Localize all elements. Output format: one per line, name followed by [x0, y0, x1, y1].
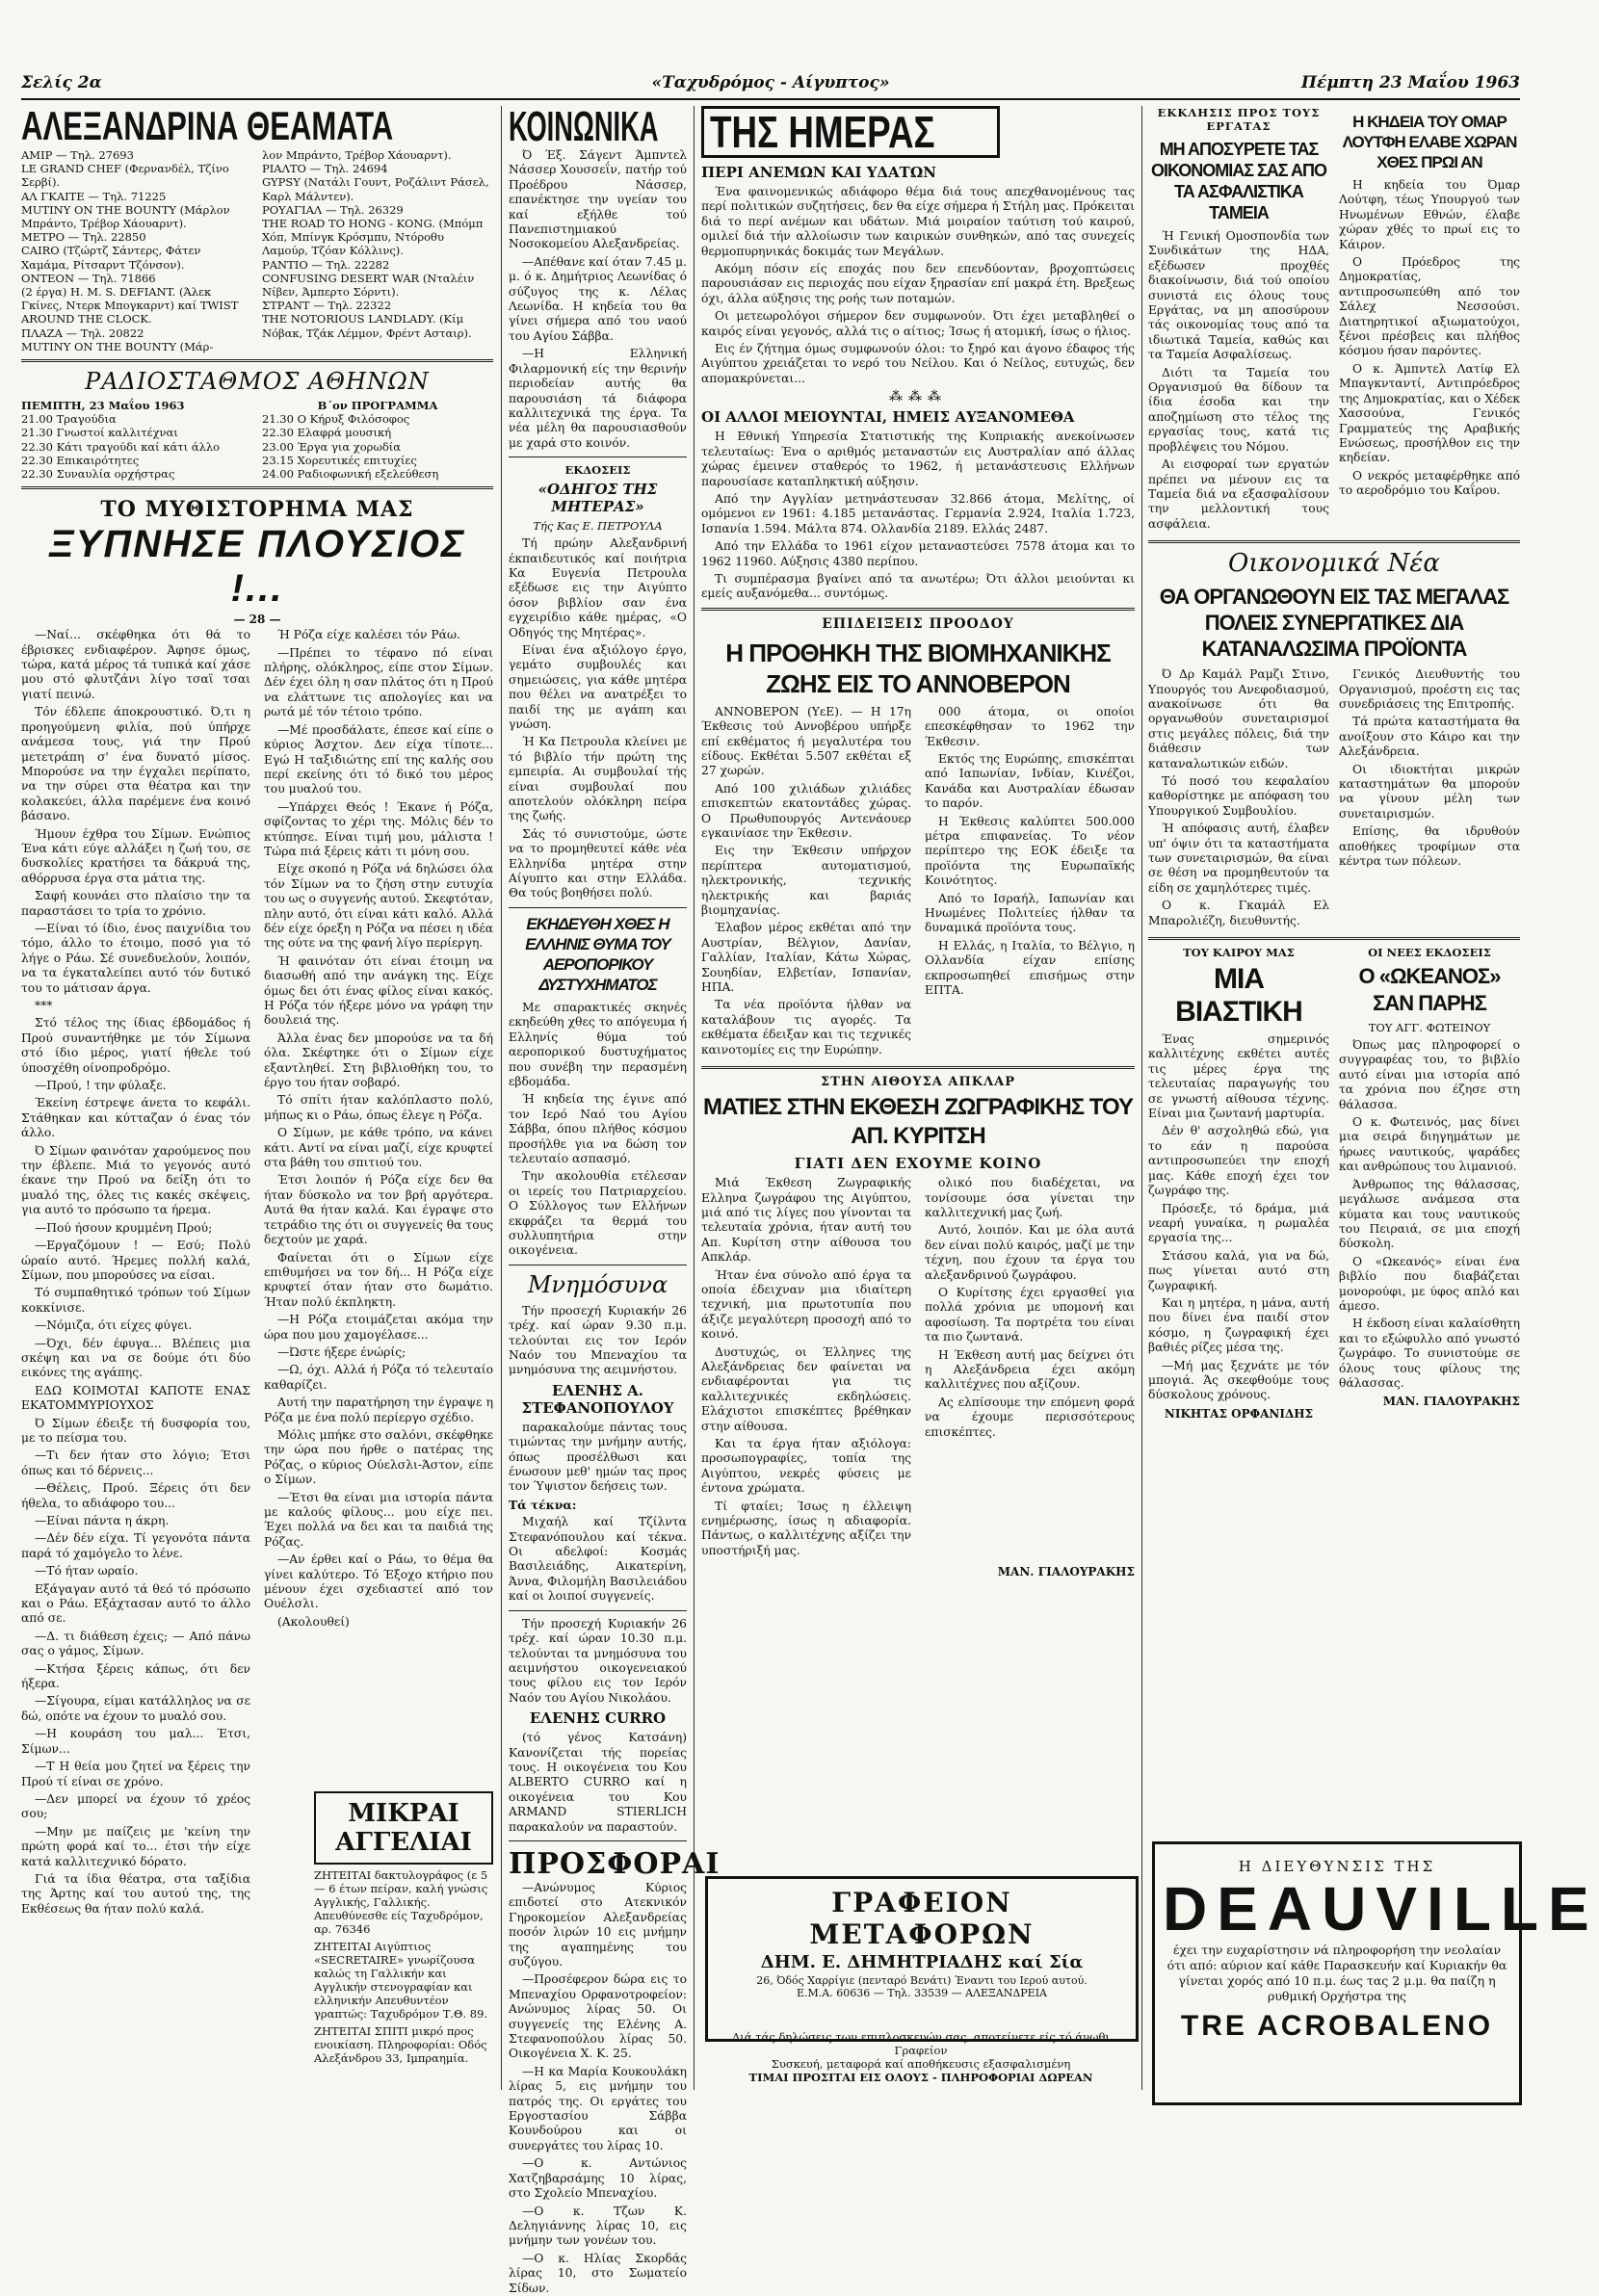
show-listing-row: CAIRO (Τζώρτζ Σάντερς, Φάτεν Χαμάμα, Ρίτσαρντ Τζόνσον).	[21, 244, 201, 272]
weather-paragraph: Πρόσεξε, τό δράμα, μιά νεαρή γυναίκα, η ρωμαλέα εργασία της...	[1148, 1201, 1329, 1245]
church-title: ΜΗ ΑΠΟΣΥΡΕΤΕ ΤΑΣ ΟΙΚΟΝΟΜΙΑΣ ΣΑΣ ΑΠΟ ΤΑ ΑΣΦΑΛΙΣΤΙΚΑ ΤΑΜΕΙΑ	[1151, 140, 1326, 222]
novel-paragraph: —Πού ήσουν κρυμμένη Πρού;	[35, 1220, 213, 1235]
novel-paragraph: Ήμουν έχθρα του Σίμων. Ενώπιος Ένα κάτι εύγε αλλάξει η ζωή του, σε δυσκολίες κρατήσει τα δάκρυά της, αθόρρυσα έργα στα μάτια της.	[21, 826, 250, 885]
gallery-paragraph: ολικό που διαδέχεται, να τονίσουμε όσα γίνεται την καλλιτεχνική μας ζωή.	[925, 1176, 1135, 1219]
novel-paragraph: Ή Ρόζα είχε καλέσει τόν Ράω.	[277, 628, 460, 642]
show-listing-row: ΑΛ ΓΚΑΙΤΕ — Τηλ. 71225	[21, 189, 167, 203]
gallery-paragraph: Και τα έργα ήταν αξιόλογα: προσωπογραφίες, τοπία της Αιγύπτου, νεκρές φύσεις με έντονα χρώματα.	[701, 1437, 911, 1496]
publication-paragraph: Ή Κα Πετρουλα κλείνει με τό βιβλίο τήν πρώτη της εμπειρία. Αι συμβουλαί τής είναι συμβουλαί που αποτελούν ολόκληρη πείρα της ζωής.	[509, 735, 687, 823]
show-listing-row: THE NOTORIOUS LANDLADY. (Κίμ Νόβακ, Τζάκ Λέμμον, Φρέντ Ασταιρ).	[262, 312, 472, 340]
radio-schedule	[21, 399, 493, 481]
population-title: ΟΙ ΑΛΛΟΙ ΜΕΙΟΥΝΤΑΙ, ΗΜΕΙΣ ΑΥΞΑΝΟΜΕΘΑ	[701, 408, 1075, 427]
social-title: ΚΟΙΝΩΝΙΚΑ	[509, 103, 659, 150]
show-listing-row: ΣΤΡΑΝΤ — Τηλ. 22322	[262, 299, 392, 313]
progress-right-column	[925, 705, 1135, 1060]
weather-signature: ΝΙΚΗΤΑΣ ΟΡΦΑΝΙΔΗΣ	[1164, 1406, 1314, 1421]
economy-paragraph: Τό ποσό του κεφαλαίου καθορίστηκε με απόφαση του Υπουργικού Συμβουλίου.	[1148, 773, 1329, 818]
novel-paragraph: Ό Σίμων φαινόταν χαρούμενος που την έβλεπε. Μιά το γεγονός αυτό έκανε την Πρού να δείξη ότι το μυαλό της, όλες τις κακές σκέψεις, για αυτό το πρόσωπο τα ήρεμα.	[21, 1143, 250, 1217]
social-item: —Η Ελληνική Φιλαρμονική είς την θερινήν περιοδείαν αυτής θα παρουσιάση τά διάφορα καλλιτεχνικά της έργα. Τα νέα μέλη θα παρουσιασθούν με χαρά στο κοινόν.	[509, 347, 687, 450]
advert-text-2: Συσκευή, μεταφορά καί αποθήκευσις εξασφαλισμένη	[771, 2057, 1071, 2071]
memorial-text: παρακαλούμε πάντας τους τιμώντας την μνήμην αυτής, όπως προσέλθωσι και ένωσουν μεθ' ημών τας προς τον Ύψιστον δεήσεις των.	[509, 1420, 687, 1494]
shows-title: ΑΛΕΞΑΝΔΡΙΝΑ ΘΕΑΜΑΤΑ	[21, 103, 394, 148]
divider	[701, 608, 1135, 611]
church-paragraph: Ή Γενική Ομοσπονδία των Συνδικάτων της ΗΔΑ, εξέδωσεν προχθές διακοίνωσιν, διά τού οποίου συνιστά εις όλους τους Εργάτας, να μη αποσύρουν τάς οικονομίας τους από τα ιδιωτικά Ταμεία, καθώς και τα Ταμεία Ασφαλίσεως.	[1148, 229, 1329, 362]
progress-paragraph: ΑΝΝΟΒΕΡΟΝ (ΥεΕ). — Η 17η Έκθεσις τού Αννοβέρου υπήρξε επί εκθέματος ή μεγαλυτέρα του είδους. Εκθέται 5.507 εκθέται εξ 27 χωρών.	[701, 704, 911, 778]
novel-paragraph: Έτσι λοιπόν ή Ρόζα είχε δεν θα ήταν δύσκολο να τον βρή αργότερα. Αυτά θα ήταν καλά. Και έγραψε στο τετράδιο της ότι οι συγγενείς θα τους δεχτούν με χαρά.	[264, 1173, 493, 1247]
book-article	[1339, 946, 1520, 1424]
divider	[1148, 540, 1520, 543]
novel-paragraph: ***	[35, 999, 53, 1013]
winds-paragraph: Ένα φαινομενικώς αδιάφορο θέμα διά τους απεχθανομένους τας περί πολιτικών συζητήσεις, δεν θα είχε σήμερα ή Στήλη μας. Πρόκειται διά το περί ανέμων και υδάτων. Μιά μοιραίον ταύτιση τού καιρού, ομιλεί διά τήν αλλοίωσιν των καιρικών συνθηκών, από τας συνεχείς θερμοπυρηνικάς δοκιμάς των Μεγάλων.	[701, 185, 1135, 258]
novel-paragraph: Ή φαινόταν ότι είναι έτοιμη να διασωθή από την ανάγκη της. Είχε όμως δει ότι ένας φίλος είναι κακός. Η Ρόζα τόν ήξερε μόνο να γράφη την δουλειά της.	[264, 953, 493, 1028]
economy-paragraph: Ό Δρ Καμάλ Ραμζι Στινο, Υπουργός του Ανεφοδιασμού, ανακοίνωσε ότι θα οργανωθούν συνεταιρισμοί στις μεγάλες πόλεις, διά την διάθεσιν των καταναλωτικών ειδών.	[1148, 667, 1329, 770]
novel-paragraph: Τό σπίτι ήταν καλόπλαστο πολύ, μήπως κι ο Ράω, όπως έλεγε η Ρόζα.	[264, 1093, 493, 1122]
social-item: —Απέθανε καί όταν 7.45 μ. μ. ό κ. Δημήτριος Λεωνίδας ό σύζυγος της κ. Λέλας Λεωνίδα. Η κηδεία του θα γίνει σήμερα από του ναού του Αγίου Σάββα.	[509, 254, 687, 343]
classifieds-title: ΜΙΚΡΑΙ ΑΓΓΕΛΙΑΙ	[314, 1791, 493, 1865]
memorial-family-label: Τά τέκνα:	[509, 1497, 577, 1512]
funeral-title: ΕΚΗΔΕΥΘΗ ΧΘΕΣ Η ΕΛΛΗΝΙΣ ΘΥΜΑ ΤΟΥ ΑΕΡΟΠΟΡΙΚΟΥ ΔΥΣΤΥΧΗΜΑΤΟΣ	[525, 914, 670, 994]
novel-paragraph: —Δ. τι διάθεση έχεις; — Από πάνω σας ο γάμος, Σίμων.	[21, 1629, 250, 1658]
top-news-row	[1148, 106, 1520, 535]
funeral-paragraph: Ο Πρόεδρος της Δημοκρατίας, αντιπροσωπεύθη από τον Σάλεχ Νεσσούσι. Διατηρητικοί αξιωματούχοι, ξένοι πρέσβεις και πλήθος κόσμου ήσαν παρόντες.	[1339, 255, 1520, 358]
deauville-advert	[1152, 1841, 1599, 2105]
memorial2-body: Τήν προσεχή Κυριακήν 26 τρέχ. καί ώραν 10.30 π.μ. τελούνται τα μνημόσυνα του αειμνήστου οικογενειακού τους φίλου εις τον Ιερόν Ναόν του Αγίου Νικολάου.	[509, 1616, 687, 1705]
offer-item: —Ο κ. Τζων Κ. Δεληγιάννης λίρας 10, εις μνήμην των γονέων του.	[509, 2204, 687, 2248]
gallery-paragraph: Αυτό, λοιπόν. Και με όλα αυτά δεν είναι πολύ καιρός, μαζί με την τέχνη, που έχουν τα έργα του αλεξανδρινού ζωγράφου.	[925, 1223, 1135, 1282]
transport-advert	[705, 1876, 1139, 2042]
population-paragraph: Τι συμπέρασμα βγαίνει από τα ανωτέρω; Ότι άλλοι μειούνται κι εμείς αυξανόμεθα... συντόμως.	[701, 571, 1135, 601]
show-listing-row: ΠΛΑΖΑ — Τηλ. 20822	[21, 326, 144, 340]
winds-body	[701, 185, 1135, 386]
book-paragraph: Άνθρωπος της θάλασσας, μεγάλωσε ανάμεσα στα κύματα και τους ναυτικούς του Πειραιά, σε μια εποχή δύσκολη.	[1339, 1177, 1520, 1251]
advert-company: ΔΗΜ. Ε. ΔΗΜΗΤΡΙΑΔΗΣ καί Σία	[760, 1952, 1084, 1972]
show-listing-row: LE GRAND CHEF (Φερνανδέλ, Τζίνο Σερβί).	[21, 162, 229, 190]
page-number: Σελίς 2α	[21, 73, 102, 92]
novel-paragraph: —Αν έρθει καί ο Ράω, το θέμα θα γίνει καλύτερο. Τό Έξοχο κτήριο που μένουν έχει σχεδιαστεί από τον Ουέλσλι.	[264, 1552, 493, 1611]
funeral-paragraph: Ή κηδεία της έγινε από τον Ιερό Ναό του Αγίου Σάββα, όπου πλήθος κόσμου προσήλθε για να δώση τον τελευταίο ασπασμό.	[509, 1092, 687, 1165]
memorial2-text: (τό γένος Κατσάνη) Κανονίζεται τής πορείας τους. Η οικογένεια του Κου ALBERTO CURRO καί η οικογένεια του Κου ARMAND STIERLICH παρακαλούν να παραστούν.	[509, 1731, 687, 1834]
novel-paragraph: Αυτή την παρατήρηση την έγραψε η Ρόζα με ένα πολύ περίεργο σχέδιο.	[264, 1396, 493, 1424]
gallery-paragraph: Η Έκθεση αυτή μας δείχνει ότι η Αλεξάνδρεια έχει ακόμη καλλιτέχνες που αξίζουν.	[925, 1347, 1135, 1392]
gallery-paragraph: Ο Κυρίτσης έχει εργασθεί για πολλά χρόνια με υπομονή και αφοσίωση. Τα πορτρέτα του είναι τα πιο ζωντανά.	[925, 1285, 1135, 1344]
novel-title: ΞΥΠΝΗΣΕ ΠΛΟΥΣΙΟΣ !...	[48, 523, 466, 611]
novel-paragraph: —Πρέπει το τέφανο πό είναι πλήρης, ολόκληρος, είπε στον Σίμων. Δέν έχει όλη η σαν πλάτος ότι η Πρού να ελάττωνε τις απολογίες και να ρωτά μέ τόν τέτοιο τρόπο.	[264, 645, 493, 719]
novel-paragraph: —Κτήσα ξέρεις κάπως, ότι δεν ήξερα.	[21, 1661, 250, 1691]
gallery-title: ΜΑΤΙΕΣ ΣΤΗΝ ΕΚΘΕΣΗ ΖΩΓΡΑΦΙΚΗΣ ΤΟΥ ΑΠ. ΚΥΡΙΤΣΗ	[702, 1094, 1134, 1150]
economy-paragraph: Οι ιδιοκτήται μικρών καταστημάτων θα μπορούν να γίνουν μέλη των συνεταιρισμών.	[1339, 762, 1520, 821]
book-paragraph: Ο «Ωκεανός» είναι ένα βιβλίο που διαβάζεται μονορούφι, με ύφος απλό και άμεσο.	[1339, 1254, 1520, 1313]
progress-paragraph: Εις την Έκθεσιν υπήρχον περίπτερα αυτοματισμού, ηλεκτρονικής, τεχνικής ηλεκτρικής και βαριάς βιομηχανίας.	[701, 844, 911, 918]
divider	[1148, 937, 1520, 940]
winds-paragraph: Ακόμη πόσιν είς εποχάς που δεν επενδύονταν, βροχοπτώσεις παρουσιάσαν εις περιοχάς που είχαν ξηρασίαν επί μακρά έτη. Βρεξεως όχι, άλλα αύξησις της ροής των ποταμών.	[701, 262, 1135, 305]
weather-article	[1148, 946, 1329, 1424]
economy-paragraph: Επίσης, θα ιδρυθούν αποθήκες τροφίμων στα κέντρα των πόλεων.	[1339, 824, 1520, 868]
classified-ad: ΖΗΤΕΙΤΑΙ Αιγύπτιος «SECRETAIRE» γνωρίζουσα καλώς τη Γαλλικήν και Αγγλικήν στενογραφίαν και ελληνικήν Απευθυντέον γραπτώς: Ταχυδρόμον Τ.Θ. 89.	[314, 1940, 488, 2021]
novel-paragraph: —Ναί... σκέφθηκα ότι θά το έβρισκες ενδιαφέρον. Άφησε όμως, τώρα, κατά μέρος τά τυπικά καί χάσε μου στό φλυτζάνι λίγο τσαϊ τσαι γιατί πεινώ.	[21, 628, 250, 701]
gallery-paragraph: Δυστυχώς, οι Έλληνες της Αλεξάνδρειας δεν φαίνεται να ενδιαφέρονται για τις καλλιτεχνικές εκδηλώσεις. Ελάχιστοι επισκέπτες βρέθηκαν στην αίθουσα.	[701, 1344, 911, 1433]
book-paragraph: Ο κ. Φωτεινός, μας δίνει μια σειρά διηγημάτων με ήρωες ναυτικούς, ψαράδες και ανθρώπους του λιμανιού.	[1339, 1115, 1520, 1174]
column-rule	[1141, 106, 1142, 2090]
divider	[701, 1066, 1135, 1069]
classifieds-box	[314, 1791, 493, 1865]
radio-right	[262, 399, 493, 481]
progress-title: Η ΠΡΟΘΗΚΗ ΤΗΣ ΒΙΟΜΗΧΑΝΙΚΗΣ ΖΩΗΣ ΕΙΣ ΤΟ ΑΝΝΟΒΕΡΟΝ	[725, 638, 1111, 698]
weather-paragraph: Ένας σημερινός καλλιτέχνης εκθέτει αυτές τις μέρες έργα της τελευταίας παραγωγής του σε γνωστή αίθουσα τέχνης. Είναι μια ζωντανή μαρτυρία.	[1148, 1032, 1329, 1121]
social-item: Ό Έξ. Σάγεντ Άμπντελ Νάσσερ Χουσσεΐν, πατήρ τού Προέδρου Νάσσερ, επανέκτησε την υγείαν του καί εξήλθε τού Πανεπιστημιακού Νοσοκομείου Αλεξανδρείας.	[509, 148, 687, 251]
bottom-articles-row	[1148, 946, 1520, 1424]
publication-body	[509, 536, 687, 901]
publication-paragraph: Είναι ένα αξιόλογο έργο, γεμάτο συμβουλές και σημειώσεις, για κάθε μητέρα που θέλει να ανατρέξει το παιδί της με αγάπη και γνώση.	[509, 642, 687, 731]
separator-stars: ⁂⁂⁂	[889, 389, 947, 405]
memorial-name: ΕΛΕΝΗΣ Α. ΣΤΕΦΑΝΟΠΟΥΛΟΥ	[521, 1381, 674, 1417]
weather-kicker: ΤΟΥ ΚΑΙΡΟΥ ΜΑΣ	[1183, 946, 1295, 960]
funeral-paragraph: Ο νεκρός μεταφέρθηκε από το αεροδρόμιο του Καΐρου.	[1339, 468, 1520, 498]
novel-paragraph: Ο Σίμων, με κάθε τρόπο, να κάνει κάτι. Αντί να είναι μαζί, είχε κρυφτεί στα βάθη του σπιτιού του.	[264, 1126, 493, 1170]
radio-program-row: 22.30 Συναυλία ορχήστρας	[21, 467, 175, 482]
novel-paragraph: —Ω, όχι. Αλλά ή Ρόζα τό τελευταίο καθαρίζει.	[264, 1363, 493, 1392]
column-rule	[501, 106, 502, 2090]
novel-paragraph: —Νόμιζα, ότι είχες φύγει.	[35, 1318, 193, 1333]
todays-title-box	[701, 106, 1000, 158]
economy-paragraph: Ο κ. Γκαμάλ Ελ Μπαρολιέζη, διευθυντής.	[1148, 899, 1329, 927]
funeral-title-2: Η ΚΗΔΕΙΑ ΤΟΥ ΟΜΑΡ ΛΟΥΤΦΗ ΕΛΑΒΕ ΧΩΡΑΝ ΧΘΕΣ ΠΡΩΙ ΑΝ	[1342, 113, 1517, 171]
gallery-paragraph: Τί φταίει; Ίσως η έλλειψη ενημέρωσης, ίσως η αδιαφορία. Πάντως, ο καλλιτέχνης αξίζει την υποστήριξή μας.	[701, 1499, 911, 1557]
economy-kicker: Οικονομικά Νέα	[1228, 549, 1440, 579]
deauville-pretitle: Η ΔΙΕΥΘΥΝΣΙΣ ΤΗΣ	[1238, 1858, 1436, 1875]
gallery-kicker: ΣΤΗΝ ΑΙΘΟΥΣΑ ΑΠΚΛΑΡ	[820, 1075, 1016, 1090]
show-listing-row: GYPSY (Νατάλι Γουντ, Ροζάλιντ Ράσελ, Καρλ Μάλντεν).	[262, 175, 489, 203]
novel-left-column	[21, 628, 250, 1919]
advert-address: 26, Όδός Χαρρίγιε (πενταρό Βενάτι) Έναντι του Ιερού αυτού.	[756, 1974, 1088, 1987]
novel-number: — 28 —	[233, 613, 281, 627]
funeral-paragraph: Ο κ. Άμπντελ Λατίφ Ελ Μπαγκνταντί, Αντιπρόεδρος της Δημοκρατίας, και ο Χέδεκ Χασσούνα, Γενικός Γραμματεύς της Αραβικής Ενώσεως, προσήλθον εις την κηδείαν.	[1339, 361, 1520, 465]
offer-item: —Ο κ. Ηλίας Σκορδάς λίρας 10, στο Σωματείο Σίδων.	[509, 2251, 687, 2295]
novel-paragraph: Εξάγαγαν αυτό τά θεό τό πρόσωπο και ο Ράω. Εξάχτασαν αυτό το άλλο από σε.	[21, 1581, 250, 1626]
novel-paragraph: —Εργαζόμουν ! — Εσύ; Πολύ ώραίο αυτό. Ήρεμες πολλή καλά, Σίμων, που μπορούσες να είσαι.	[21, 1239, 250, 1282]
weather-title: ΜΙΑ ΒΙΑΣΤΙΚΗ	[1175, 963, 1302, 1029]
advert-title: ΓΡΑΦΕΙΟΝ ΜΕΤΑΦΟΡΩΝ	[809, 1887, 1035, 1950]
radio-program-row: 21.30 Ο Κήρυξ Φιλόσοφος	[262, 412, 410, 427]
novel-paragraph: —Τι δεν ήταν στο λόγιο; Έτσι όπως και τό δέρνεις...	[21, 1448, 250, 1477]
population-body	[701, 430, 1135, 601]
progress-paragraph: Τα νέα προϊόντα ήλθαν να καταλάβουν τις αγορές. Τα εκθέματα έδειξαν και τις τεχνικές καινοτομίες εις την Ευρώπην.	[701, 998, 911, 1057]
column-rule	[694, 106, 695, 2090]
classified-ad: ΖΗΤΕΙΤΑΙ δακτυλογράφος (ε 5 — 6 έτων πείραν, καλή γνώσις Αγγλικής, Γαλλικής. Απευθύνεσθε είς Ταχυδρόμον, αρ. 76346	[314, 1868, 488, 1936]
novel-paragraph: Γιά τα ίδια θέατρα, στα ταξίδια της Άρτης καί του αυτού της, της Εκθέσεως θα ήταν πολύ καλά.	[21, 1871, 250, 1916]
book-paragraph: Όπως μας πληροφορεί ο συγγραφέας του, το βιβλίο αυτό είναι μια ιστορία από τα χρόνια που έζησε στη θάλασσα.	[1339, 1038, 1520, 1111]
funeral-paragraph: Με σπαρακτικές σκηνές εκηδεύθη χθες το απόγευμα ή Ελληνίς θύμα τού αεροπορικού δυστυχήματος που συνέβη την περασμένη εβδομάδα.	[509, 1000, 687, 1088]
radio-program-row: 24.00 Ραδιοφωνική εξελεύθεση	[262, 467, 439, 482]
population-paragraph: Από την Αγγλίαν μετηνάστευσαν 32.866 άτομα, Μελίτης, οί ομόμενοι εν 1961: 4.185 μετανάστας. Γερμανία 2.924, Ιταλία 1.723, Ισπανία 1.594. Μάλτα 874. Ολλανδία 2189. Ελλάς 2487.	[701, 491, 1135, 535]
gallery-left-column	[701, 1176, 911, 1561]
progress-kicker: ΕΠΙΔΕΙΞΕΙΣ ΠΡΟΟΔΟΥ	[822, 615, 1014, 632]
advert-text-3: ΤΙΜΑΙ ΠΡΟΣΙΤΑΙ ΕΙΣ ΟΛΟΥΣ - ΠΛΗΡΟΦΟΡΙΑΙ ΔΩΡΕΑΝ	[748, 2071, 1093, 2084]
novel-paragraph: Άλλα ένας δεν μπορούσε να τα δή όλα. Σκέφτηκε ότι ο Σίμων είχε εξαντληθεί. Στη βιβλιοθήκη του, το έργο του ήταν σοβαρό.	[264, 1031, 493, 1090]
novel-paragraph: —Τ Η θεία μου ζητεί να ξέρεις την Πρού τί είναι σε χρόνο.	[21, 1760, 250, 1788]
weather-paragraph: Στάσου καλά, για να δώ, πως γίνεται αυτό στη ζωγραφική.	[1148, 1248, 1329, 1292]
funeral-paragraph: Την ακολουθία ετέλεσαν οι ιερείς του Πατριαρχείου. Ο Σύλλογος των Ελλήνων εκφράζει τα θερμά του συλλυπητήρια στην οικογένεια.	[509, 1169, 687, 1258]
memorial-family: Μιχαήλ καί Τζίλντα Στεφανόπουλου καί τέκνα. Οι αδελφοί: Κοσμάς Βασιλειάδης, Αικατερίνη, Άννα, Φιλομήλη Βασιλειάδου καί οι λοιποί συγγενείς.	[509, 1515, 687, 1604]
radio-date: ΠΕΜΠΤΗ, 23 Μαΐου 1963	[21, 399, 185, 413]
progress-paragraph: Η Έκθεσις καλύπτει 500.000 μέτρα επιφανείας. Το νέον περίπτερο της ΕΟΚ έδειξε τα προϊόντα της Ευρωπαϊκής Κοινότητος.	[925, 814, 1135, 888]
book-kicker: ΟΙ ΝΕΕΣ ΕΚΔΟΣΕΙΣ	[1368, 946, 1491, 960]
show-listing-row: ΡΟΥΑΓΙΑΛ — Τηλ. 26329	[262, 202, 404, 217]
novel-paragraph: Ό Σίμων έδειξε τή δυσφορία του, με το πείσμα του.	[21, 1416, 250, 1445]
novel-paragraph: —Είναι τό ίδιο, ένος παιχνίδια του τόμο, άλλο το έτοιμο, ποσό για τό λήγε ο Ράω. Σέ συνεδυελούν, λοιπόν, να τα έγκαταλείπει αυτό τόν δυτικό του το μάτισαν άργα.	[21, 921, 250, 995]
issue-date: Πέμπτη 23 Μαΐου 1963	[1300, 73, 1520, 92]
weather-paragraph: Και η μητέρα, η μάνα, αυτή που δίνει ένα παιδί στον κόσμο, η ζωγραφική έχει βαθιές ρίζες μέσα της.	[1148, 1295, 1329, 1355]
divider	[509, 1840, 687, 1841]
novel-paragraph: —Ώστε ήξερε ένώρίς;	[277, 1344, 406, 1359]
population-paragraph: Από την Ελλάδα το 1961 είχον μεταναστεύσει 7578 άτομα και το 1962 11960. Αύξησις 4380 περίπου.	[701, 539, 1135, 568]
column-4	[1148, 106, 1599, 2109]
weather-paragraph: —Μή μας ξεχνάτε με τόν μπογιά. Άς σκεφθούμε τους δύσκολους χρόνους.	[1148, 1358, 1329, 1402]
novel-kicker: ΤΟ ΜΥΘΙΣΤΟΡΗΜΑ ΜΑΣ	[100, 497, 414, 523]
show-listing-row: (2 έργα) Η. Μ. S. DEFIANT. (Άλεκ Γκίνες, Ντερκ Μπογκαρντ) καί TWIST AROUND THE CLOCK.	[21, 285, 239, 326]
shows-left-list	[21, 148, 252, 353]
divider	[21, 359, 493, 362]
winds-title: ΠΕΡΙ ΑΝΕΜΩΝ ΚΑΙ ΥΔΑΤΩΝ	[701, 164, 936, 181]
novel-paragraph: —Η κουράση του μαλ... Έτσι, Σίμων...	[21, 1727, 250, 1756]
memorial-body: Τήν προσεχή Κυριακήν 26 τρέχ. καί ώραν 9.30 π.μ. τελούνται εις τον Ιερόν Ναόν του Μπεναχίου τα μνημόσυνα της αειμνήστου.	[509, 1303, 687, 1377]
gallery-subtitle: ΓΙΑΤΙ ΔΕΝ ΕΧΟΥΜΕ ΚΟΙΝΟ	[794, 1155, 1042, 1173]
book-paragraph: Η έκδοση είναι καλαίσθητη και το εξώφυλλο από γνωστό ζωγράφο. Το συνιστούμε σε όλους τους φίλους της θάλασσας.	[1339, 1317, 1520, 1390]
novel-paragraph: Στό τέλος της ίδιας έβδομάδος ή Πρού συναντήθηκε με τόν Σίμωνα στό ίδιο μέρος, γιατί ήθελε τού ύποσχέθη οίνοπροδρόμο.	[21, 1016, 250, 1075]
show-listing-row: THE ROAD TO HONG - KONG. (Μπόμπ Χόπ, Μπίνγκ Κρόσμπυ, Ντόροθυ Λαμούρ, Τζόαν Κόλλινς).	[262, 217, 484, 258]
novel-paragraph: —Έτσι θα είναι μια ιστορία πάντα με καλούς φίλους... μου είχε πει. Έχει πολλά να δει και τα παιδιά της Ρόζας.	[264, 1490, 493, 1549]
winds-paragraph: Οι μετεωρολόγοι σήμερον δεν συμφωνούν. Ότι έχει μεταβληθεί ο καιρός είναι γεγονός, αλλά τις ο αίτιος; Ίσως ή ατομική, ίσως ο ήλιος.	[701, 309, 1135, 338]
novel-paragraph: —Είναι πάντα η άκρη.	[35, 1514, 170, 1528]
offer-item: —Η κα Μαρία Κουκουλάκη λίρας 5, εις μνήμην του πατρός της. Οι εργάτες του Εργοστασίου Σάββα Κουνδούρου και οι συνεργάτες του λίρας 10.	[509, 2064, 687, 2152]
novel-paragraph: —Μην με παίζεις με 'κείνη την πρώτη φορά καί το... έτσι τήν είχε κατά καλλιτεχνικό δόρατο.	[21, 1824, 250, 1868]
radio-left	[21, 399, 252, 481]
gallery-paragraph: Ας ελπίσουμε την επόμενη φορά να έχουμε περισσότερους επισκέπτες.	[925, 1395, 1135, 1439]
population-paragraph: Η Εθνική Υπηρεσία Στατιστικής της Κυπριακής ανεκοίνωσεν τελευταίως: Ένα ο αριθμός μεταναστών εις Αυστραλίαν από άλλας χώρας έμεινεν σταθερός το 1962, ή μετανάστευσις Ελλήνων παρουσίασε καταπληκτική αύξησιν.	[701, 430, 1135, 488]
gallery-body	[701, 1176, 1135, 1561]
column-3	[701, 106, 1135, 2109]
progress-paragraph: Εκτός της Ευρώπης, επισκέπται από Ιαπωνίαν, Ινδίαν, Κινέζοι, Κανάδα και Αυστραλίαν έδωσαν το παρόν.	[925, 751, 1135, 811]
advert-text-1: Διά τάς δηλώσεις των επιπλοσκευών σας, αποτείνετε είς τό άνωθι Γραφείον	[732, 2030, 1110, 2057]
column-2	[509, 103, 721, 2295]
progress-left-column	[701, 705, 911, 1060]
publication-paragraph: Σάς τό συνιστούμε, ώστε να το προμηθευτεί κάθε νέα Ελληνίδα μητέρα στην Αίγυπτο και στην Ελλάδα. Θα τούς βοηθήσει πολύ.	[509, 826, 687, 900]
funeral-article	[1339, 106, 1520, 535]
publication-byline: Τής Κας Ε. ΠΕΤΡΟΥΛΑ	[533, 519, 663, 534]
radio-program-row: 21.30 Γνωστοί καλλιτέχναι	[21, 426, 178, 440]
novel-paragraph: —Η Ρόζα ετοιμάζεται ακόμα την ώρα που μου χαμογέλασε...	[264, 1313, 493, 1342]
progress-paragraph: Η Ελλάς, η Ιταλία, το Βέλγιο, η Ολλανδία είχαν επίσης εκπροσωπηθεί επισήμως στην ΕΠΤΑ.	[925, 938, 1135, 998]
radio-program-row: 21.00 Τραγούδια	[21, 412, 117, 427]
memorial-title: Μνημόσυνα	[527, 1270, 668, 1298]
novel-paragraph: —Δεν μπορεί να έχουν τό χρέος σου;	[21, 1791, 250, 1821]
publications-kicker: ΕΚΔΟΣΕΙΣ	[564, 463, 631, 478]
progress-paragraph: Έλαβον μέρος εκθέται από την Αυστρίαν, Βέλγιον, Δανίαν, Γαλλίαν, Ιταλίαν, Κάτω Χώρας, Σουηδίαν, Ελβετίαν, Ισπανίαν, ΗΠΑ.	[701, 921, 911, 995]
economy-paragraph: Γενικός Διευθυντής του Οργανισμού, προέστη εις τας συνεδριάσεις της Επιτροπής.	[1339, 667, 1520, 711]
publication-paragraph: Τή πρώην Αλεξανδρινή έκπαιδευτικός καί ποιήτρια Κα Ευγενία Πετρουλα εξέδωσε εις την Αιγύπτο όσον βιβλίον σαν ένα εγχειρίδιο κάθε ημέρας, «Ο Οδηγός της Μητέρας».	[509, 536, 687, 639]
gallery-signature: ΜΑΝ. ΓΙΑΛΟΥΡΑΚΗΣ	[997, 1565, 1135, 1579]
show-listing-row: ΡΙΑΛΤΟ — Τηλ. 24694	[262, 162, 388, 176]
divider	[21, 486, 493, 489]
shows-listing	[21, 148, 493, 353]
novel-paragraph: —Θέλεις, Πρού. Ξέρεις ότι δεν ήθελα, το αδιάφορο του...	[21, 1481, 250, 1510]
gallery-paragraph: Μιά Έκθεση Ζωγραφικής Ελληνα ζωγράφου της Αιγύπτου, μιά από τις λίγες που γίνονται τα τελευταία χρόνια, ήταν αυτή του Απ. Κυρίτση στην αίθουσα του Απκλάρ.	[701, 1176, 911, 1265]
book-title: Ο «ΩΚΕΑΝΟΣ» ΣΑΝ ΠΑΡΗΣ	[1358, 964, 1501, 1016]
advert-phone: Ε.Μ.Α. 60636 — Τηλ. 33539 — ΑΛΕΞΑΝΔΡΕΙΑ	[797, 1987, 1047, 1999]
offer-item: —Ο κ. Αντώνιος Χατζηβαρσάμης 10 λίρας, στο Σχολείο Μπεναχίου.	[509, 2156, 687, 2201]
radio-program-row: 23.15 Χορευτικές επιτυχίες	[262, 453, 417, 467]
show-listing-row: MUTINY ON THE BOUNTY (Μάρ-	[21, 339, 214, 353]
church-paragraph: Αι εισφοραί των εργατών πρέπει να μένουν εις τα Ταμεία διά να εξασφαλίσουν την μελλοντική τους ασφάλεια.	[1148, 457, 1329, 531]
novel-body	[21, 628, 493, 1919]
publication-title: «ΟΔΗΓΟΣ ΤΗΣ ΜΗΤΕΡΑΣ»	[537, 481, 658, 516]
deauville-band: TRE ACROBALENO	[1180, 2010, 1494, 2042]
offer-item: —Προσέφερον δώρα εις το Μπεναχίου Ορφανοτροφείον: Ανώνυμος λίρας 50. Οι συγγενείς της Ελένης Α. Στεφανοπούλου λίρας 50. Οικογένεια Χ. Κ. 25.	[509, 1972, 687, 2061]
church-paragraph: Διότι τα Ταμεία του Οργανισμού θα δίδουν τα ίδια έσοδα και την αποζημίωση στο τέλος της εργασίας τους, κατά τις προβλέψεις του Νόμου.	[1148, 365, 1329, 454]
offers-body	[509, 1881, 687, 2296]
todays-title: ΤΗΣ ΗΜΕΡΑΣ	[710, 107, 935, 157]
show-listing-row: ΟΝΤΕΟΝ — Τηλ. 71866	[21, 271, 156, 285]
radio-program: Β΄ον ΠΡΟΓΡΑΜΜΑ	[317, 399, 438, 413]
economy-paragraph: Ή απόφασις αυτή, έλαβεν υπ' όψιν ότι τα καταστήματα των συνεταιρισμών, θα είναι σε θέση να προμηθευτούν τα είδη σε χαμηλότερες τιμές.	[1148, 822, 1329, 895]
novel-paragraph: —Τό ήταν ωραίο.	[35, 1564, 139, 1578]
transport-advert-footer	[705, 2030, 1137, 2084]
gallery-right-column	[925, 1176, 1135, 1561]
novel-paragraph: —Δέν δέν είχα. Τί γεγονότα πάντα παρά τό χαμόγελο το λένε.	[21, 1531, 250, 1560]
show-listing-row: λον Μπράντο, Τρέβορ Χάουαρντ).	[262, 148, 452, 162]
novel-paragraph: Τό συμπαθητικό τρόπων τού Σίμων κοκκίνισε.	[21, 1286, 250, 1315]
novel-paragraph: Έκείνη έστρεψε άνετα το κεφάλι. Στάθηκαν και κύτταζαν ό ένας τόν άλλο.	[21, 1096, 250, 1140]
deauville-text: έχει την ευχαρίστησιν νά πληροφορήση την νεολαίαν ότι από: αύριον καί κάθε Παρασκευήν καί Κυριακήν θα γίνεται χορός από 10 π.μ. έως τας 2 μ.μ. θα παίζη η ρυθμική Ορχήστρα της	[1166, 1943, 1507, 2003]
deauville-name: DEAUVILLE	[1163, 1874, 1599, 1944]
economy-body	[1148, 667, 1520, 931]
novel-paragraph: —Μέ προσδάλατε, έπεσε καί είπε ο κύριος Άσχτον. Δεν είχα τίποτε... Εγώ Η ταξιδιώτης επί της καλής σου περί εκείνης ότι τό δικό του μέρος του μυαλού του.	[264, 722, 493, 796]
novel-right-column	[264, 628, 493, 1919]
show-listing-row: ΑΜΙΡ — Τηλ. 27693	[21, 148, 134, 162]
shows-right-list	[262, 148, 493, 353]
progress-paragraph: 000 άτομα, οι οποίοι επεσκέφθησαν το 1962 την Έκθεσιν.	[925, 704, 1135, 748]
novel-paragraph: —Σίγουρα, είμαι κατάλληλος να σε δώ, οπότε να έχουν το μυαλό σου.	[21, 1694, 250, 1723]
book-signature: ΜΑΝ. ΓΙΑΛΟΥΡΑΚΗΣ	[1382, 1395, 1520, 1409]
newspaper-name: «Ταχυδρόμος - Αίγυπτος»	[651, 73, 890, 92]
radio-program-row: 22.30 Κάτι τραγούδι καί κάτι άλλο	[21, 439, 221, 454]
offer-item: —Ανώνυμος Κύριος επιδοτεί στο Ατεκνικόν Γηροκομείον Αλεξανδρείας ποσόν λιρών 10 εις μνήμην της αγαπημένης του συζύγου.	[509, 1880, 687, 1969]
church-article	[1148, 106, 1329, 535]
economy-paragraph: Τά πρώτα καταστήματα θα ανοίξουν στο Κάιρο και την Αλεξάνδρεια.	[1339, 715, 1520, 759]
book-byline: ΤΟΥ ΑΓΓ. ΦΩΤΕΙΝΟΥ	[1368, 1021, 1491, 1035]
radio-program-row: 23.00 Έργα για χορωδία	[262, 439, 402, 454]
memorial2-name: ΕΛΕΝΗΣ CURRO	[529, 1709, 667, 1728]
progress-body	[701, 705, 1135, 1060]
show-listing-row: MUTINY ON THE BOUNTY (Μάρλον Μπράντο, Τρέβορ Χάουαρντ).	[21, 202, 230, 231]
winds-paragraph: Εις έν ζήτημα όμως συμφωνούν όλοι: το ξηρό και άγονο έδαφος τής Αιγύπτου χρειάζεται το νερό του Νείλου. Και ό Νείλος, ευτυχώς, δεν απομακρύνεται...	[701, 342, 1135, 385]
novel-paragraph: Τόν έδλεπε άποκρουστικό. Ό,τι η προηγούμενη φιλία, πού ύπήρχε ανάμεσα τους, γιά την Πρού μετετράπη σ' ένα δυνατό μίσος. Μπορούσε να την έγχαλει περίπατο, να την σύρει στα θέατρα και την κολακεύει, άλλα παρέμενε ένα κοινό βάσανο.	[21, 705, 250, 823]
novel-paragraph: Είχε σκοπό η Ρόζα νά δηλώσει όλα τόν Σίμων να το ζήση στην ευτυχία του ως ο συγγενής αυτού. Σκεφτόταν, πλην αυτό, ότι είναι κάτι καλό. Αλλά δέν είχε όρεξη η Ρόζα να πέσει η ιδέα της ούτε να της φανή λίγο περίεργη.	[264, 862, 493, 951]
church-kicker: ΕΚΚΛΗΣΙΣ ΠΡΟΣ ΤΟΥΣ ΕΡΓΑΤΑΣ	[1157, 106, 1321, 133]
novel-paragraph: Μόλις μπήκε στο σαλόνι, σκέφθηκε την ώρα που ήρθε ο πατέρας της Ρόζας, ο κύριος Ούελσλι-Άστον, είπε ο Σίμων.	[264, 1427, 493, 1487]
progress-paragraph: Από το Ισραήλ, Ιαπωνίαν και Ηνωμένες Πολιτείες ήλθαν τα δυναμικά προϊόντα τους.	[925, 891, 1135, 935]
divider	[509, 907, 687, 908]
novel-paragraph: ΕΔΩ ΚΟΙΜΟΤΑΙ ΚΑΠΟΤΕ ΕΝΑΣ ΕΚΑΤΟΜΜΥΡΙΟΥΧΟΣ	[21, 1383, 250, 1413]
show-listing-row: ΡΑΝΤΙΟ — Τηλ. 22282	[262, 257, 390, 272]
show-listing-row: ΜΕΤΡΟ — Τηλ. 22850	[21, 230, 146, 245]
novel-paragraph: —Πρού, ! την φύλαξε.	[35, 1079, 167, 1093]
economy-title: ΘΑ ΟΡΓΑΝΩΘΟΥΝ ΕΙΣ ΤΑΣ ΜΕΓΑΛΑΣ ΠΟΛΕΙΣ ΣΥΝΕΡΓΑΤΙΚΕΣ ΔΙΑ ΚΑΤΑΝΑΛΩΣΙΜΑ ΠΡΟΪΟΝΤΑ	[1159, 585, 1509, 662]
radio-title: ΡΑΔΙΟΣΤΑΘΜΟΣ ΑΘΗΝΩΝ	[85, 368, 430, 396]
classifieds-list	[314, 1868, 493, 2090]
novel-paragraph: Φαίνεται ότι ο Σίμων είχε επιθυμήσει να τον δή... Η Ρόζα είχε κρυφτεί όταν ήταν στο δωμάτιο. Ήταν πολύ έκπληκτη.	[264, 1250, 493, 1309]
progress-paragraph: Από 100 χιλιάδων χιλιάδες επισκεπτών εκατοντάδες χώρας. Ο Πρωθυπουργός Αντενάουερ εγκαινίασε την Έκθεσιν.	[701, 781, 911, 840]
classified-ad: ΖΗΤΕΙΤΑΙ ΣΠΙΤΙ μικρό προς ενοικίαση. Πληροφορίαι: Οδός Αλεξάνδρου 33, Ιμπραημία.	[314, 2024, 487, 2065]
radio-program-row: 22.30 Ελαφρά μουσική	[262, 426, 392, 440]
page-header	[21, 73, 1520, 100]
novel-paragraph: Σαφή κουνάει στο πλαίσιο την τα παραστάσει το τρία το χρόνιο.	[21, 889, 250, 918]
weather-paragraph: Δέν θ' ασχοληθώ εδώ, για το εάν η παρούσα αντιπροσωπεύει την εποχή μας. Κάθε εποχή έχει τον ζωγράφο της.	[1148, 1124, 1329, 1198]
show-listing-row: CONFUSING DESERT WAR (Νταλέιν Νίβεν, Άμπερτο Σόρντι).	[262, 271, 475, 300]
divider	[509, 1610, 687, 1611]
radio-program-row: 22.30 Επικαιρότητες	[21, 453, 140, 467]
social-news	[509, 148, 687, 451]
novel-paragraph: —Όχι, δέν έφυγα... Βλέπεις μια σκέψη και να σε δούμε ότι δύο εικόνες της αγάπης.	[21, 1336, 250, 1380]
novel-paragraph: (Ακολουθεί)	[277, 1614, 350, 1629]
offers-title: ΠΡΟΣΦΟΡΑΙ	[509, 1846, 721, 1881]
gallery-paragraph: Ήταν ένα σύνολο από έργα τα οποία έδειχναν μια ιδιαίτερη τεχνική, μια πρωτοτυπία που άξιζε μεγαλύτερη προσοχή από το κοινό.	[701, 1267, 911, 1342]
novel-paragraph: —Υπάρχει Θεός ! Έκανε ή Ρόζα, σφίζοντας το χέρι της. Μόλις δέν το κτύπησε. Είναι τιμή μου, μάλιστα ! Τώρα πιά ξέρεις κάτι τι μόνη σου.	[264, 799, 493, 858]
funeral-body	[509, 1001, 687, 1259]
funeral-paragraph: Η κηδεία του Όμαρ Λούτφη, τέως Υπουργού των Ηνωμένων Εθνών, έλαβε χώραν χθές το πρωί εις το Κάιρον.	[1339, 178, 1520, 251]
